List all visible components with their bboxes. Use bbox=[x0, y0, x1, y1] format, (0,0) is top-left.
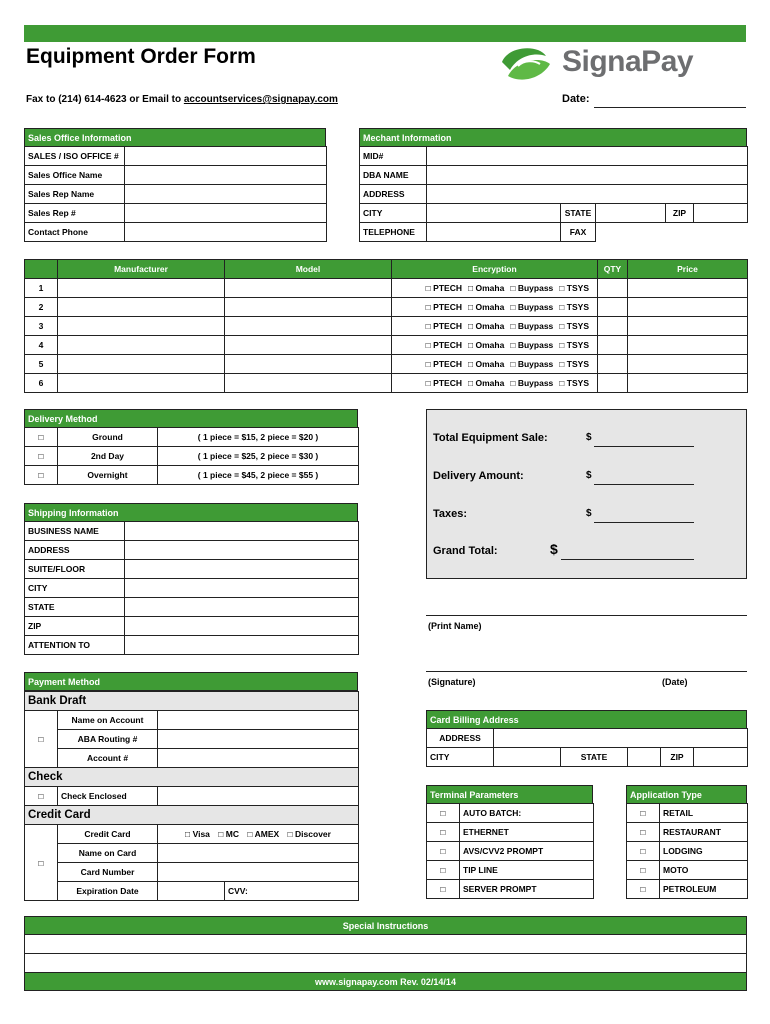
terminal-table bbox=[426, 803, 594, 899]
shipping-label: SUITE/FLOOR bbox=[25, 560, 125, 579]
cc-label: Expiration Date bbox=[58, 882, 158, 901]
expiration-field[interactable] bbox=[158, 882, 225, 901]
delivery-name: 2nd Day bbox=[58, 447, 158, 466]
qty-field[interactable] bbox=[598, 355, 628, 374]
sales-office-field[interactable] bbox=[125, 204, 327, 223]
application-row bbox=[627, 823, 748, 842]
email-link[interactable]: accountservices@signapay.com bbox=[183, 94, 338, 105]
billing-zip-label: ZIP bbox=[661, 748, 694, 767]
equipment-col-model: Model bbox=[225, 260, 392, 279]
encryption-option-label: Omaha bbox=[475, 359, 505, 369]
encryption-options bbox=[392, 355, 598, 374]
equipment-col-qty: QTY bbox=[598, 260, 628, 279]
signature-date-label: (Date) bbox=[662, 677, 688, 687]
encryption-option-checkbox[interactable]: □ bbox=[510, 321, 516, 331]
overnight-checkbox[interactable]: □ bbox=[25, 466, 58, 485]
terminal-label: AVS/CVV2 PROMPT bbox=[460, 842, 594, 861]
qty-field[interactable] bbox=[598, 317, 628, 336]
encryption-option-checkbox[interactable]: □ bbox=[559, 378, 565, 388]
cc-label: Card Number bbox=[58, 863, 158, 882]
amex-checkbox[interactable]: □ bbox=[247, 829, 253, 839]
shipping-label: STATE bbox=[25, 598, 125, 617]
visa-label: Visa bbox=[192, 829, 210, 839]
shipping-header: Shipping Information bbox=[24, 503, 358, 522]
card-billing-header: Card Billing Address bbox=[426, 710, 747, 729]
model-field[interactable] bbox=[225, 355, 392, 374]
delivery-header: Delivery Method bbox=[24, 409, 358, 428]
equipment-table bbox=[24, 259, 748, 393]
mc-checkbox[interactable]: □ bbox=[218, 829, 224, 839]
cvv-label: CVV: bbox=[228, 886, 248, 896]
encryption-option-checkbox[interactable]: □ bbox=[467, 378, 474, 388]
encryption-options bbox=[392, 279, 598, 298]
terminal-row bbox=[427, 861, 594, 880]
application-label: RETAIL bbox=[660, 804, 748, 823]
equipment-row-number: 2 bbox=[25, 298, 58, 317]
encryption-option-label: PTECH bbox=[433, 378, 462, 388]
shipping-field[interactable] bbox=[125, 579, 359, 598]
sales-office-field[interactable] bbox=[125, 166, 327, 185]
application-checkbox[interactable]: □ bbox=[627, 842, 660, 861]
amex-label: AMEX bbox=[254, 829, 280, 839]
merchant-telephone-field[interactable] bbox=[427, 223, 561, 242]
encryption-option-checkbox[interactable]: □ bbox=[559, 321, 565, 331]
merchant-label: MID# bbox=[360, 147, 427, 166]
equipment-col-index bbox=[25, 260, 58, 279]
bank-draft-title: Bank Draft bbox=[25, 692, 359, 711]
qty-field[interactable] bbox=[598, 374, 628, 393]
application-label: RESTAURANT bbox=[660, 823, 748, 842]
second-day-checkbox[interactable]: □ bbox=[25, 447, 58, 466]
equipment-row-number: 6 bbox=[25, 374, 58, 393]
shipping-row bbox=[25, 541, 359, 560]
equipment-row bbox=[25, 298, 748, 317]
top-banner bbox=[24, 25, 746, 42]
delivery-price: ( 1 piece = $45, 2 piece = $55 ) bbox=[158, 466, 359, 485]
model-field[interactable] bbox=[225, 298, 392, 317]
qty-field[interactable] bbox=[598, 298, 628, 317]
terminal-checkbox[interactable]: □ bbox=[427, 804, 460, 823]
terminal-label: TIP LINE bbox=[460, 861, 594, 880]
encryption-option-label: Omaha bbox=[475, 302, 505, 312]
encryption-option-checkbox[interactable]: □ bbox=[559, 283, 565, 293]
terminal-checkbox[interactable]: □ bbox=[427, 823, 460, 842]
terminal-checkbox[interactable]: □ bbox=[427, 861, 460, 880]
special-instructions-table bbox=[24, 934, 747, 973]
encryption-option-label: TSYS bbox=[566, 340, 589, 350]
encryption-option-label: PTECH bbox=[433, 302, 462, 312]
terminal-label: AUTO BATCH: bbox=[460, 804, 594, 823]
cc-types bbox=[158, 825, 359, 844]
delivery-price: ( 1 piece = $15, 2 piece = $20 ) bbox=[158, 428, 359, 447]
cc-field[interactable] bbox=[158, 844, 359, 863]
terminal-row bbox=[427, 880, 594, 899]
delivery-amount-label: Delivery Amount: bbox=[433, 470, 524, 482]
delivery-name: Ground bbox=[58, 428, 158, 447]
merchant-zip-field[interactable] bbox=[694, 204, 748, 223]
encryption-options bbox=[392, 336, 598, 355]
manufacturer-field[interactable] bbox=[58, 279, 225, 298]
shipping-label: ADDRESS bbox=[25, 541, 125, 560]
shipping-field[interactable] bbox=[125, 541, 359, 560]
terminal-header: Terminal Parameters bbox=[426, 785, 593, 804]
encryption-option-label: PTECH bbox=[433, 283, 462, 293]
shipping-row bbox=[25, 560, 359, 579]
encryption-option-checkbox[interactable]: □ bbox=[510, 378, 516, 388]
encryption-option-checkbox[interactable]: □ bbox=[425, 340, 431, 350]
signature-label: (Signature) bbox=[428, 677, 476, 687]
application-checkbox[interactable]: □ bbox=[627, 861, 660, 880]
sales-office-label: SALES / ISO OFFICE # bbox=[25, 147, 125, 166]
terminal-label: ETHERNET bbox=[460, 823, 594, 842]
application-checkbox[interactable]: □ bbox=[627, 823, 660, 842]
delivery-name: Overnight bbox=[58, 466, 158, 485]
check-field bbox=[158, 787, 359, 806]
equipment-col-encryption: Encryption bbox=[392, 260, 598, 279]
bank-draft-checkbox[interactable]: □ bbox=[25, 711, 58, 768]
total-equipment-field[interactable] bbox=[594, 432, 694, 447]
application-row bbox=[627, 804, 748, 823]
model-field[interactable] bbox=[225, 374, 392, 393]
manufacturer-field[interactable] bbox=[58, 355, 225, 374]
total-equipment-currency: $ bbox=[586, 432, 592, 443]
sales-office-header: Sales Office Information bbox=[24, 128, 326, 147]
discover-checkbox[interactable]: □ bbox=[287, 829, 293, 839]
price-field[interactable] bbox=[628, 279, 748, 298]
taxes-field[interactable] bbox=[594, 508, 694, 523]
special-instructions-line[interactable] bbox=[25, 954, 747, 973]
merchant-state-label: STATE bbox=[561, 204, 596, 223]
shipping-row bbox=[25, 579, 359, 598]
encryption-option-label: PTECH bbox=[433, 321, 462, 331]
model-field[interactable] bbox=[225, 317, 392, 336]
signature-line[interactable] bbox=[426, 656, 747, 672]
cc-label: Credit Card bbox=[58, 825, 158, 844]
encryption-option-label: Buypass bbox=[517, 283, 554, 293]
encryption-options bbox=[392, 298, 598, 317]
merchant-zip-label: ZIP bbox=[666, 204, 694, 223]
bank-field[interactable] bbox=[158, 749, 359, 768]
manufacturer-field[interactable] bbox=[58, 317, 225, 336]
ground-checkbox[interactable]: □ bbox=[25, 428, 58, 447]
qty-field[interactable] bbox=[598, 279, 628, 298]
encryption-option-checkbox[interactable]: □ bbox=[425, 378, 431, 388]
application-checkbox[interactable]: □ bbox=[627, 804, 660, 823]
merchant-fax-label: FAX bbox=[561, 223, 596, 242]
merchant-label: CITY bbox=[360, 204, 427, 223]
payment-table bbox=[24, 691, 359, 901]
merchant-field[interactable] bbox=[427, 166, 748, 185]
encryption-options bbox=[392, 317, 598, 336]
delivery-amount-field[interactable] bbox=[594, 470, 694, 485]
delivery-price: ( 1 piece = $25, 2 piece = $30 ) bbox=[158, 447, 359, 466]
equipment-row bbox=[25, 355, 748, 374]
visa-checkbox[interactable]: □ bbox=[185, 829, 191, 839]
application-label: MOTO bbox=[660, 861, 748, 880]
check-checkbox[interactable]: □ bbox=[25, 787, 58, 806]
sales-office-label: Sales Office Name bbox=[25, 166, 125, 185]
encryption-option-label: TSYS bbox=[566, 302, 589, 312]
bank-field[interactable] bbox=[158, 730, 359, 749]
contact-line bbox=[26, 94, 338, 105]
sales-office-table bbox=[24, 146, 327, 242]
merchant-field[interactable] bbox=[427, 185, 748, 204]
billing-address-label: ADDRESS bbox=[427, 729, 494, 748]
equipment-row-number: 3 bbox=[25, 317, 58, 336]
totals-box bbox=[426, 409, 747, 579]
card-billing-table bbox=[426, 728, 748, 767]
shipping-label: BUSINESS NAME bbox=[25, 522, 125, 541]
encryption-option-checkbox[interactable]: □ bbox=[425, 321, 431, 331]
shipping-label: CITY bbox=[25, 579, 125, 598]
terminal-checkbox[interactable]: □ bbox=[427, 880, 460, 899]
sales-office-label: Contact Phone bbox=[25, 223, 125, 242]
terminal-row bbox=[427, 823, 594, 842]
fax-text: Fax to (214) 614-4623 or Email to bbox=[26, 94, 184, 105]
cvv-cell[interactable] bbox=[225, 882, 359, 901]
special-instructions-line[interactable] bbox=[25, 935, 747, 954]
application-row bbox=[627, 842, 748, 861]
date-field[interactable] bbox=[594, 96, 746, 108]
bank-field[interactable] bbox=[158, 711, 359, 730]
bank-label: Account # bbox=[58, 749, 158, 768]
encryption-option-label: PTECH bbox=[433, 340, 462, 350]
application-header: Application Type bbox=[626, 785, 747, 804]
delivery-table bbox=[24, 427, 359, 485]
special-instructions-header: Special Instructions bbox=[24, 916, 747, 935]
encryption-option-label: Omaha bbox=[475, 321, 505, 331]
equipment-row-number: 5 bbox=[25, 355, 58, 374]
equipment-row bbox=[25, 279, 748, 298]
encryption-option-label: PTECH bbox=[433, 359, 462, 369]
equipment-col-price: Price bbox=[628, 260, 748, 279]
merchant-city-field[interactable] bbox=[427, 204, 561, 223]
encryption-option-checkbox[interactable]: □ bbox=[510, 340, 516, 350]
encryption-option-checkbox[interactable]: □ bbox=[510, 302, 516, 312]
shipping-row bbox=[25, 598, 359, 617]
billing-zip-field[interactable] bbox=[694, 748, 748, 767]
merchant-table bbox=[359, 146, 748, 242]
brand-name: SignaPay bbox=[562, 45, 694, 78]
equipment-col-manufacturer: Manufacturer bbox=[58, 260, 225, 279]
merchant-label: TELEPHONE bbox=[360, 223, 427, 242]
signapay-logo bbox=[498, 42, 722, 84]
encryption-option-checkbox[interactable]: □ bbox=[467, 302, 474, 312]
price-field[interactable] bbox=[628, 336, 748, 355]
encryption-option-label: TSYS bbox=[566, 321, 589, 331]
merchant-label: ADDRESS bbox=[360, 185, 427, 204]
price-field[interactable] bbox=[628, 374, 748, 393]
taxes-label: Taxes: bbox=[433, 508, 468, 520]
model-field[interactable] bbox=[225, 336, 392, 355]
shipping-field[interactable] bbox=[125, 598, 359, 617]
encryption-option-checkbox[interactable]: □ bbox=[425, 302, 431, 312]
billing-state-field[interactable] bbox=[628, 748, 661, 767]
terminal-row bbox=[427, 842, 594, 861]
total-equipment-label: Total Equipment Sale: bbox=[433, 432, 548, 444]
grand-total-field[interactable] bbox=[561, 542, 694, 560]
merchant-state-field[interactable] bbox=[596, 204, 666, 223]
page-title: Equipment Order Form bbox=[26, 45, 256, 68]
footer-bar: www.signapay.com Rev. 02/14/14 bbox=[24, 972, 747, 991]
billing-city-label: CITY bbox=[427, 748, 494, 767]
billing-city-field[interactable] bbox=[494, 748, 561, 767]
taxes-currency: $ bbox=[586, 508, 592, 519]
encryption-option-label: Buypass bbox=[517, 340, 554, 350]
merchant-fax-field[interactable] bbox=[596, 223, 748, 242]
application-row bbox=[627, 880, 748, 899]
cc-field[interactable] bbox=[158, 863, 359, 882]
qty-field[interactable] bbox=[598, 336, 628, 355]
sales-office-label: Sales Rep Name bbox=[25, 185, 125, 204]
shipping-field[interactable] bbox=[125, 560, 359, 579]
merchant-label: DBA NAME bbox=[360, 166, 427, 185]
print-name-label: (Print Name) bbox=[428, 621, 482, 631]
billing-state-label: STATE bbox=[561, 748, 628, 767]
encryption-option-label: Omaha bbox=[475, 378, 505, 388]
application-table bbox=[626, 803, 748, 899]
bank-label: Name on Account bbox=[58, 711, 158, 730]
encryption-option-label: Buypass bbox=[517, 378, 554, 388]
price-field[interactable] bbox=[628, 355, 748, 374]
sales-office-field[interactable] bbox=[125, 147, 327, 166]
encryption-options bbox=[392, 374, 598, 393]
sales-office-field[interactable] bbox=[125, 185, 327, 204]
equipment-row-number: 4 bbox=[25, 336, 58, 355]
merchant-field[interactable] bbox=[427, 147, 748, 166]
shipping-label: ZIP bbox=[25, 617, 125, 636]
encryption-option-checkbox[interactable]: □ bbox=[510, 359, 516, 369]
manufacturer-field[interactable] bbox=[58, 336, 225, 355]
terminal-label: SERVER PROMPT bbox=[460, 880, 594, 899]
model-field[interactable] bbox=[225, 279, 392, 298]
shipping-label: ATTENTION TO bbox=[25, 636, 125, 655]
billing-address-field[interactable] bbox=[494, 729, 748, 748]
credit-card-title: Credit Card bbox=[25, 806, 359, 825]
equipment-row bbox=[25, 374, 748, 393]
application-row bbox=[627, 861, 748, 880]
sales-office-label: Sales Rep # bbox=[25, 204, 125, 223]
equipment-row bbox=[25, 317, 748, 336]
encryption-option-label: TSYS bbox=[566, 378, 589, 388]
price-field[interactable] bbox=[628, 298, 748, 317]
encryption-option-checkbox[interactable]: □ bbox=[467, 283, 474, 293]
encryption-option-label: Omaha bbox=[475, 340, 505, 350]
mc-label: MC bbox=[225, 829, 240, 839]
shipping-field[interactable] bbox=[125, 617, 359, 636]
date-label: Date: bbox=[562, 93, 590, 105]
shipping-row bbox=[25, 636, 359, 655]
encryption-option-label: Omaha bbox=[475, 283, 505, 293]
terminal-checkbox[interactable]: □ bbox=[427, 842, 460, 861]
application-label: PETROLEUM bbox=[660, 880, 748, 899]
merchant-header: Mechant Information bbox=[359, 128, 747, 147]
shipping-row bbox=[25, 522, 359, 541]
check-title: Check bbox=[25, 768, 359, 787]
shipping-table bbox=[24, 521, 359, 655]
encryption-option-label: Buypass bbox=[517, 359, 554, 369]
terminal-row bbox=[427, 804, 594, 823]
grand-total-currency: $ bbox=[550, 541, 558, 557]
equipment-row-number: 1 bbox=[25, 279, 58, 298]
shipping-row bbox=[25, 617, 359, 636]
manufacturer-field[interactable] bbox=[58, 374, 225, 393]
equipment-row bbox=[25, 336, 748, 355]
encryption-option-label: Buypass bbox=[517, 321, 554, 331]
price-field[interactable] bbox=[628, 317, 748, 336]
check-enclosed-label: Check Enclosed bbox=[58, 787, 158, 806]
encryption-option-label: Buypass bbox=[517, 302, 554, 312]
delivery-amount-currency: $ bbox=[586, 470, 592, 481]
encryption-option-checkbox[interactable]: □ bbox=[510, 283, 516, 293]
encryption-option-checkbox[interactable]: □ bbox=[467, 340, 474, 350]
encryption-option-label: TSYS bbox=[566, 283, 589, 293]
encryption-option-label: TSYS bbox=[566, 359, 589, 369]
encryption-option-checkbox[interactable]: □ bbox=[559, 340, 565, 350]
application-checkbox[interactable]: □ bbox=[627, 880, 660, 899]
shipping-field[interactable] bbox=[125, 522, 359, 541]
manufacturer-field[interactable] bbox=[58, 298, 225, 317]
encryption-option-checkbox[interactable]: □ bbox=[425, 359, 431, 369]
shipping-field[interactable] bbox=[125, 636, 359, 655]
payment-header: Payment Method bbox=[24, 672, 358, 691]
encryption-option-checkbox[interactable]: □ bbox=[559, 302, 565, 312]
bank-label: ABA Routing # bbox=[58, 730, 158, 749]
discover-label: Discover bbox=[295, 829, 331, 839]
application-label: LODGING bbox=[660, 842, 748, 861]
cc-label: Name on Card bbox=[58, 844, 158, 863]
encryption-option-checkbox[interactable]: □ bbox=[467, 359, 474, 369]
sales-office-field[interactable] bbox=[125, 223, 327, 242]
encryption-option-checkbox[interactable]: □ bbox=[467, 321, 474, 331]
credit-card-checkbox[interactable]: □ bbox=[25, 825, 58, 901]
encryption-option-checkbox[interactable]: □ bbox=[559, 359, 565, 369]
encryption-option-checkbox[interactable]: □ bbox=[425, 283, 431, 293]
print-name-line[interactable] bbox=[426, 600, 747, 616]
grand-total-label: Grand Total: bbox=[433, 545, 498, 557]
